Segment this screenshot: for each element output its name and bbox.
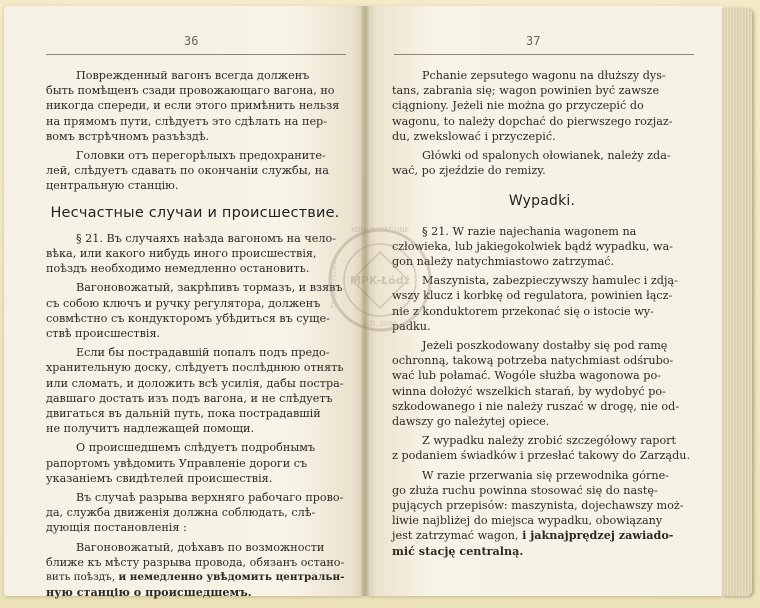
text-line-mixed	[392, 528, 692, 543]
text-line: Вагоновожатый, доѣхавъ по возможности	[76, 540, 325, 554]
text-line: wać, po zjeździe do remizy.	[392, 164, 546, 178]
watermark-top-text: KOMUNIKACYJNE	[350, 226, 410, 234]
text-line: ближе къ мѣсту разрыва провода, обязанъ остано-	[46, 555, 345, 569]
text-line-bold: mić stację centralną.	[392, 543, 524, 558]
text-line: Головки отъ перегорѣлыхъ предохраните-	[76, 149, 326, 163]
text-line: или сломать, и доложить всѣ усилія, дабы постра-	[46, 376, 344, 390]
text-line-mixed	[46, 570, 344, 585]
text-line: съ собою ключъ и ручку регулятора, долженъ	[46, 296, 321, 310]
text-line: szkodowanego i nie należy ruszać w drogę, nie od-	[392, 399, 680, 413]
text-line: wać lub połamać. Wogóle służba wagonowa po-	[392, 369, 661, 383]
paragraph	[46, 345, 344, 436]
right-section-heading: Wypadki.	[508, 193, 576, 210]
text-line: давшаго достать изъ подъ вагона, и не слѣдуетъ	[46, 391, 333, 405]
text-line: ствѣ происшествія.	[46, 327, 161, 341]
text-line: Główki od spalonych ołowianek, należy zda-	[422, 149, 671, 163]
text-line: winna dołożyć wszelkich starań, by wydobyć po-	[392, 384, 666, 398]
text-line: Pchanie zepsutego wagonu na dłuższy dys-	[422, 69, 666, 82]
text-line: gon należy natychmiastowo zatrzymać.	[392, 255, 615, 269]
text-line: du, zwekslować i przyczepić.	[392, 129, 556, 143]
text-line: вѣка, или какого нибудь иного происшествія,	[46, 247, 317, 261]
left-top-paragraphs	[46, 68, 344, 194]
text-line: padku.	[392, 319, 431, 333]
paragraph	[46, 148, 344, 194]
text-line: Jeżeli poszkodowany dostałby się pod ramę	[422, 339, 668, 353]
text-line: не получитъ надлежащей помощи.	[46, 422, 255, 436]
text-line: tans, zabrania się; wagon powinien być zawsze	[392, 84, 660, 98]
text-line: О происшедшемъ слѣдуетъ подробнымъ	[76, 441, 316, 455]
text-line: Поврежденный вагонъ всегда долженъ	[76, 69, 310, 82]
text-line: хранительную доску, слѣдуетъ послѣднюю отнять	[46, 361, 344, 375]
watermark-side-text: TOWARZYSTWO	[331, 259, 338, 309]
text-line: wszy klucz i korbkę od regulatora, powinien łącz-	[392, 289, 673, 303]
left-bottom-paragraphs	[46, 231, 344, 536]
text-line: liwie najbliżej do miejsca wypadku, obowiązany	[392, 514, 663, 528]
text-line: ciągniony. Jeżeli nie można go przyczepić do	[392, 99, 644, 113]
text-line: совмѣстно съ кондукторомъ убѣдиться въ суще-	[46, 311, 330, 325]
text-line: Z wypadku należy zrobić szczegółowy raport	[422, 434, 677, 448]
text-line-bold: ную станцію о происшедшемъ.	[46, 585, 252, 600]
text-line: § 21. Въ случаяхъ наѣзда вагономъ на чело-	[76, 231, 337, 245]
text-line: ochronną, takową potrzeba natychmiast odśrubo-	[392, 354, 674, 368]
text-line: Maszynista, zabezpieczywszy hamulec i zdją-	[422, 274, 678, 288]
text-normal: jest zatrzymać wagon,	[392, 529, 523, 543]
right-top-paragraphs	[392, 68, 692, 178]
text-line: W razie przerwania się przewodnika górne-	[422, 468, 669, 482]
left-page-number: 36	[184, 34, 199, 48]
text-line: быть помѣщенъ сзади провожающаго вагона, но	[46, 84, 335, 98]
paragraph	[46, 231, 344, 277]
left-page-text	[46, 68, 344, 605]
paragraph	[392, 433, 692, 463]
text-line: указаніемъ свидѣтелей происшествія.	[46, 471, 273, 485]
text-line: nie z konduktorem przekonać się o istocie wy-	[392, 304, 654, 318]
paragraph	[392, 68, 692, 144]
text-line: лей, слѣдуетъ сдавать по окончаніи службы, на	[46, 164, 329, 178]
paragraph	[46, 68, 344, 144]
text-line: никогда спереди, и если этого примѣнить нельзя	[46, 99, 340, 113]
text-bold: i jaknajprędzej zawiado-	[522, 528, 674, 543]
paragraph	[46, 490, 344, 536]
text-line: вомъ встрѣчномъ разъѣздѣ.	[46, 129, 210, 143]
text-bold: и немедленно увѣдомить центральн-	[118, 571, 345, 584]
text-line: wagonu, to należy dopchać do pierwszego rozjaz-	[392, 114, 673, 128]
text-line: dawszy go należytej opiece.	[392, 415, 550, 429]
text-line: Въ случаѣ разрыва верхняго рабочаго прово-	[76, 491, 344, 505]
text-line: człowieka, lub jakiegokolwiek bądź wypadku, wa-	[392, 239, 674, 253]
left-section-heading: Несчастные случаи и происшествие.	[50, 204, 340, 221]
text-line: § 21. W razie najechania wagonem na	[422, 224, 637, 238]
text-line: Вагоновожатый, закрѣпивъ тормазъ, и взявъ	[76, 281, 343, 295]
text-line: z podaniem świadków i przesłać takowy do Zarządu.	[392, 449, 691, 463]
text-line: на прямомъ пути, слѣдуетъ это сдѣлать на пер-	[46, 114, 328, 128]
text-line: дующія постановленія :	[46, 521, 187, 535]
text-line: go złuża ruchu powinna stosować się do nastę-	[392, 483, 658, 497]
paragraph	[392, 148, 692, 178]
right-last-paragraph	[392, 468, 692, 559]
text-line: поѣздъ необходимо немедленно остановить.	[46, 262, 310, 276]
right-page-number: 37	[526, 34, 541, 48]
watermark-stamp	[322, 202, 438, 358]
text-line: двигаться въ дальній путь, пока пострадавшій	[46, 407, 321, 421]
text-line: Если бы пострадавшій попалъ подъ предо-	[76, 346, 330, 360]
text-line: pujących przepisów: maszynista, dojechawszy moż-	[392, 499, 684, 513]
left-header-rule	[46, 54, 346, 55]
text-line: да, служба движенія должна соблюдать, слѣ-	[46, 506, 316, 520]
text-line: рапортомъ увѣдомить Управленіе дороги съ	[46, 456, 308, 470]
page-edges	[722, 8, 752, 596]
paragraph	[46, 440, 344, 486]
watermark-center-text: MPK-Łódź	[349, 274, 411, 287]
paragraph	[46, 280, 344, 341]
open-book	[4, 6, 752, 602]
right-header-rule	[394, 54, 694, 55]
left-last-paragraph	[46, 540, 344, 601]
text-normal: вить поѣздъ,	[46, 571, 119, 584]
watermark-bottom-text: A.D. 2000	[362, 320, 398, 328]
text-line: центральную станцію.	[46, 179, 179, 193]
